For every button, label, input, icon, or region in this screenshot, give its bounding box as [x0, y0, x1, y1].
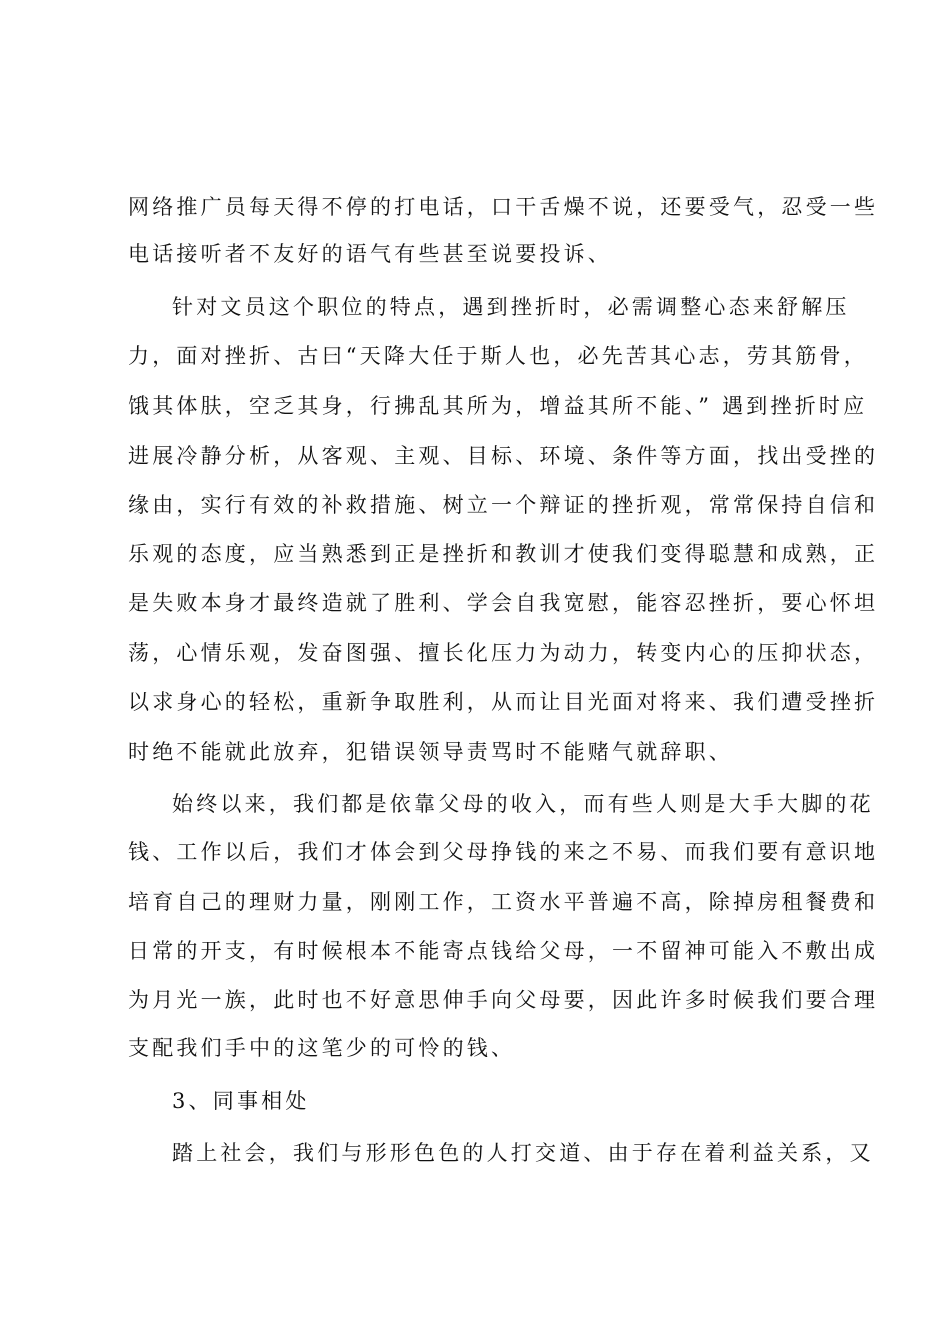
section-heading: 3、同事相处: [172, 1089, 310, 1113]
paragraph-start-line: 针对文员这个职位的特点，遇到挫折时，必需调整心态来舒解压: [172, 295, 850, 319]
text-line: 荡，心情乐观，发奋图强、擅长化压力为动力，转变内心的压抑状态，: [128, 641, 879, 665]
text-line: 是失败本身才最终造就了胜利、学会自我宽慰，能容忍挫折，要心怀坦: [128, 591, 879, 615]
text-line: 培育自己的理财力量，刚刚工作，工资水平普遍不高，除掉房租餐费和: [128, 890, 879, 914]
text-line: 进展冷静分析，从客观、主观、目标、环境、条件等方面，找出受挫的: [128, 444, 879, 468]
text-line: 缘由，实行有效的补救措施、树立一个辩证的挫折观，常常保持自信和: [128, 493, 879, 517]
text-line: 饿其体肤，空乏其身，行拂乱其所为，增益其所不能、” 遇到挫折时应: [128, 394, 868, 418]
text-line: 钱、工作以后，我们才体会到父母挣钱的来之不易、而我们要有意识地: [128, 840, 879, 864]
text-line: 为月光一族，此时也不好意思伸手向父母要，因此许多时候我们要合理: [128, 988, 879, 1012]
text-line: 时绝不能就此放弃，犯错误领导责骂时不能赌气就辞职、: [128, 740, 733, 764]
text-line: 网络推广员每天得不停的打电话，口干舌燥不说，还要受气，忍受一些: [128, 195, 879, 219]
paragraph-start-line: 踏上社会，我们与形形色色的人打交道、由于存在着利益关系，又: [172, 1141, 874, 1165]
text-line: 支配我们手中的这笔少的可怜的钱、: [128, 1036, 516, 1060]
text-line: 乐观的态度，应当熟悉到正是挫折和教训才使我们变得聪慧和成熟，正: [128, 542, 879, 566]
text-line: 以求身心的轻松，重新争取胜利，从而让目光面对将来、我们遭受挫折: [128, 690, 879, 714]
text-line: 力，面对挫折、古曰“天降大任于斯人也，必先苦其心志，劳其筋骨，: [128, 344, 868, 368]
paragraph-start-line: 始终以来，我们都是依靠父母的收入，而有些人则是大手大脚的花: [172, 792, 874, 816]
text-line: 日常的开支，有时候根本不能寄点钱给父母，一不留神可能入不敷出成: [128, 939, 879, 963]
text-line: 电话接听者不友好的语气有些甚至说要投诉、: [128, 242, 612, 266]
